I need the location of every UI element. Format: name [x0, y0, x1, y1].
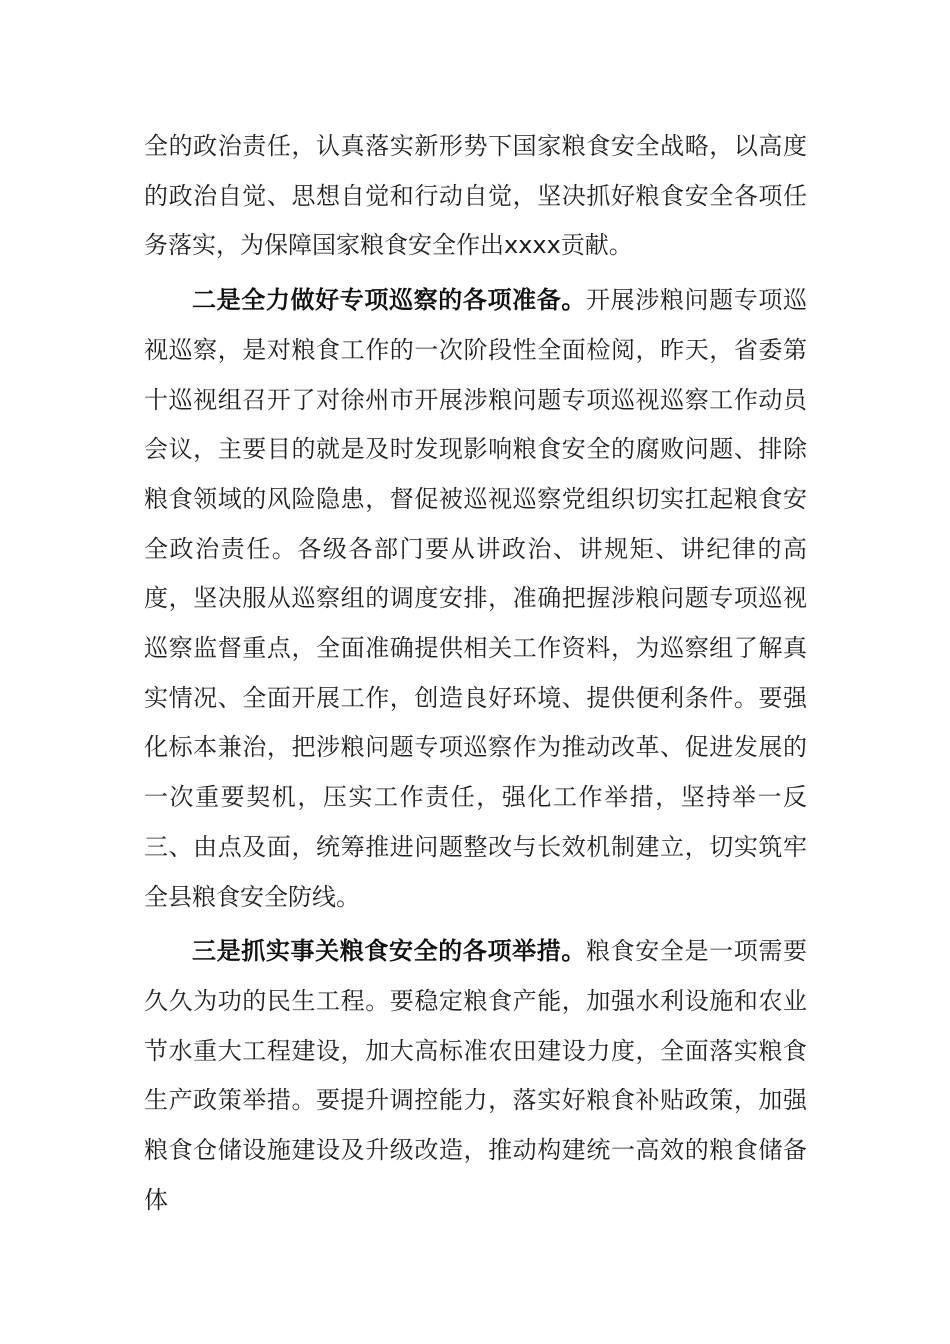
paragraph-text: 开展涉粮问题专项巡视巡察，是对粮食工作的一次阶段性全面检阅，昨天，省委第十巡视组召开了对徐州市开展涉粮问题专项巡视巡察工作动员会议，主要目的就是及时发现影响粮食安全的腐败问题、排除粮食领域的风险隐患，督促被巡视巡察党组织切实扛起粮食安全政治责任。各级各部门要从讲政治、讲规矩、讲纪律的高度，坚决服从巡察组的调度安排，准确把握涉粮问题专项巡视巡察监督重点，全面准确提供相关工作资料，为巡察组了解真实情况、全面开展工作，创造良好环境、提供便利条件。要强化标本兼治，把涉粮问题专项巡察作为推动改革、促进发展的一次重要契机，压实工作责任，强化工作举措，坚持举一反三、由点及面，统筹推进问题整改与长效机制建立，切实筑牢全县粮食安全防线。 — [144, 286, 807, 911]
paragraph-text: 粮食安全是一项需要久久为功的民生工程。要稳定粮食产能，加强水利设施和农业节水重大工程建设，加大高标准农田建设力度，全面落实粮食生产政策举措。要提升调控能力，落实好粮食补贴政策，加强粮食仓储设施建设及升级改造，推动构建统一高效的粮食储备体 — [144, 937, 807, 1214]
paragraph-text: 全的政治责任，认真落实新形势下国家粮食安全战略，以高度的政治自觉、思想自觉和行动自觉，坚决抓好粮食安全各项任务落实，为保障国家粮食安全作出xxxx贡献。 — [144, 132, 807, 260]
paragraph-continuation — [144, 122, 807, 271]
paragraph-point-two — [144, 276, 807, 922]
paragraph-lead-heading: 三是抓实事关粮食安全的各项举措。 — [192, 937, 586, 966]
paragraph-point-three — [144, 927, 807, 1225]
document-body — [144, 122, 807, 1225]
paragraph-lead-heading: 二是全力做好专项巡察的各项准备。 — [192, 286, 586, 315]
